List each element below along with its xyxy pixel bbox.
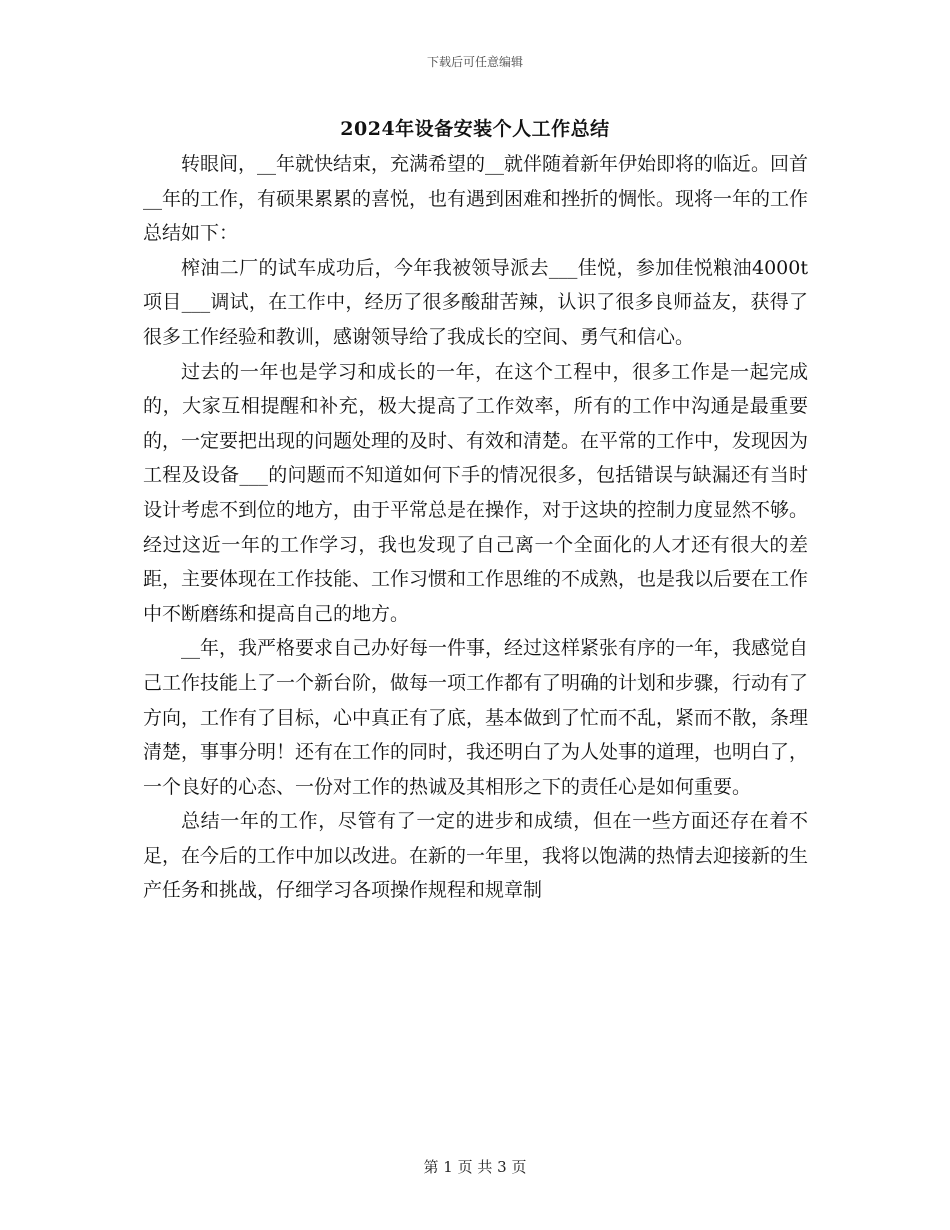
- paragraph: 榨油二厂的试车成功后，今年我被领导派去___佳悦，参加佳悦粮油4000t项目___调试，在工作中，经历了很多酸甜苦辣，认识了很多良师益友，获得了很多工作经验和教训，感谢领导给了我成长的空间、勇气和信心。: [143, 256, 808, 348]
- page-number: 第 1 页 共 3 页: [423, 1158, 527, 1176]
- paragraph: 总结一年的工作，尽管有了一定的进步和成绩，但在一些方面还存在着不足，在今后的工作中加以改进。在新的一年里，我将以饱满的热情去迎接新的生产任务和挑战，仔细学习各项操作规程和规章制: [143, 810, 809, 902]
- document-body: [143, 147, 808, 908]
- download-note: 下载后可任意编辑: [426, 55, 523, 69]
- paragraph: __年，我严格要求自己办好每一件事，经过这样紧张有序的一年，我感觉自己工作技能上了一个新台阶，做每一项工作都有了明确的计划和步骤，行动有了方向，工作有了目标，心中真正有了底，基本做到了忙而不乱，紧而不散，条理清楚，事事分明！还有在工作的同时，我还明白了为人处事的道理，也明白了，一个良好的心态、一份对工作的热诚及其相形之下的责任心是如何重要。: [143, 637, 809, 798]
- paragraph: 过去的一年也是学习和成长的一年，在这个工程中，很多工作是一起完成的，大家互相提醒和补充，极大提高了工作效率，所有的工作中沟通是最重要的，一定要把出现的问题处理的及时、有效和清楚。在平常的工作中，发现因为工程及设备___的问题而不知道如何下手的情况很多，包括错误与缺漏还有当时设计考虑不到位的地方，由于平常总是在操作，对于这块的控制力度显然不够。经过这近一年的工作学习，我也发现了自己离一个全面化的人才还有很大的差距，主要体现在工作技能、工作习惯和工作思维的不成熟，也是我以后要在工作中不断磨练和提高自己的地方。: [143, 360, 809, 625]
- document-title: 2024年设备安装个人工作总结: [340, 118, 610, 140]
- paragraph: 转眼间，__年就快结束，充满希望的__就伴随着新年伊始即将的临近。回首__年的工作，有硕果累累的喜悦，也有遇到困难和挫折的惆怅。现将一年的工作总结如下：: [143, 153, 809, 245]
